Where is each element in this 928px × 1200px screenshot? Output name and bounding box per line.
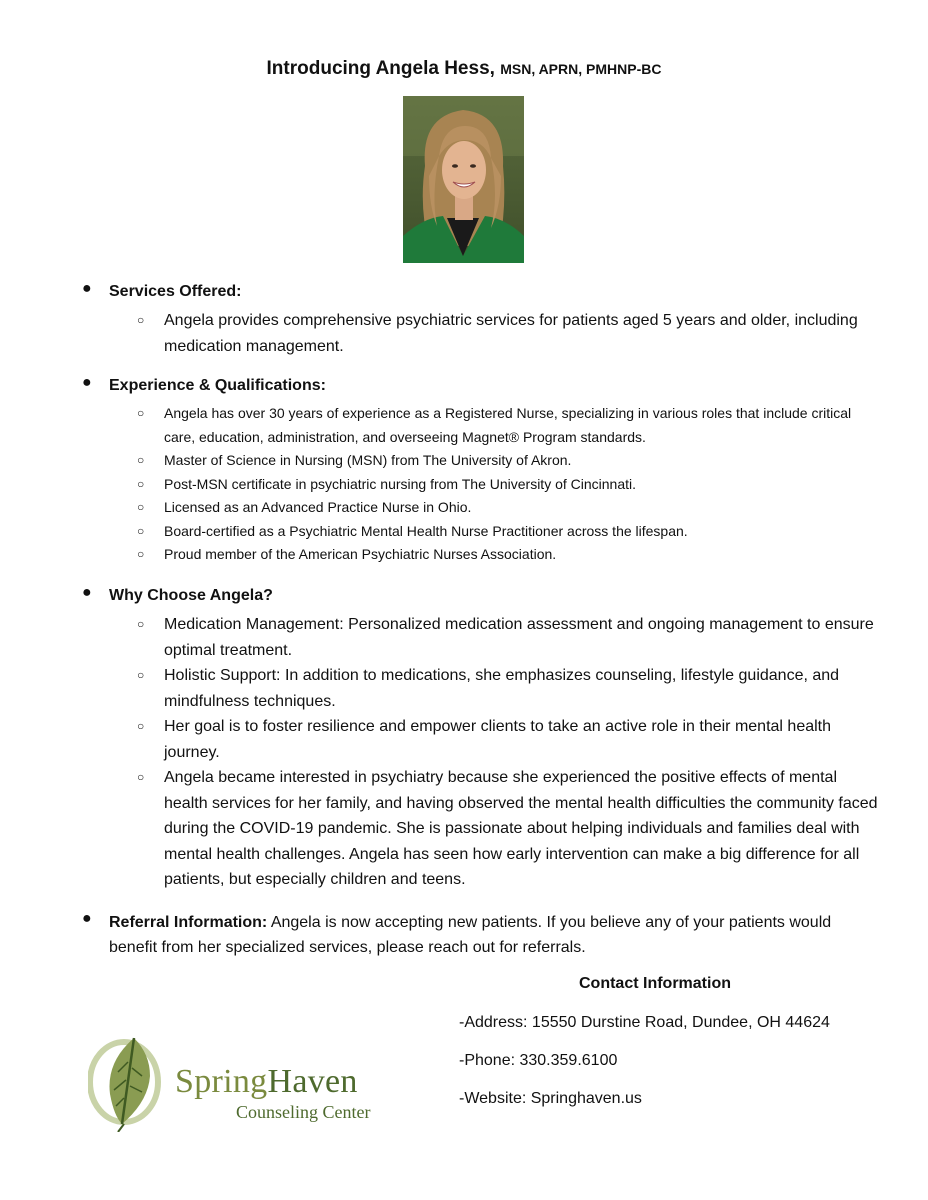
contact-website: -Website: Springhaven.us — [459, 1090, 642, 1107]
list-item — [82, 496, 882, 520]
referral-section — [82, 910, 882, 960]
contact-address: -Address: 15550 Durstine Road, Dundee, OH 44624 — [459, 1014, 830, 1031]
bullet-icon: ● — [82, 374, 92, 391]
list-item — [82, 449, 882, 473]
experience-section — [82, 374, 882, 567]
list-item — [82, 663, 882, 714]
list-item-text: Licensed as an Advanced Practice Nurse in Ohio. — [164, 499, 472, 515]
list-item-text: Holistic Support: In addition to medications, she emphasizes counseling, lifestyle guidance, and mindfulness techniques. — [164, 667, 840, 710]
list-item-text: Medication Management: Personalized medication assessment and ongoing management to ensure optimal treatment. — [164, 616, 874, 659]
portrait-photo — [403, 96, 524, 263]
bullet-icon: ● — [82, 280, 92, 297]
bullet-icon: ● — [82, 910, 92, 927]
services-heading: Services Offered: — [109, 283, 242, 300]
list-item-text: Board-certified as a Psychiatric Mental Health Nurse Practitioner across the lifespan. — [164, 522, 688, 539]
list-item — [82, 714, 882, 765]
referral-label: Referral Information: — [109, 914, 268, 931]
circle-bullet-icon: ○ — [137, 770, 145, 784]
list-item — [82, 402, 882, 449]
list-item-text: Her goal is to foster resilience and empower clients to take an active role in their mental health journey. — [164, 718, 832, 761]
list-item — [82, 543, 882, 567]
list-item-text: Angela became interested in psychiatry because she experienced the positive effects of mental health services for her family, and having observed the mental health difficulties the community faced during the COVID-19 pandemic. She is passionate about helping individuals and families deal with mental health challenges. Angela has seen how early intervention can make a big difference for all patients, but especially children and teens. — [164, 769, 878, 888]
logo-name — [175, 1063, 358, 1101]
circle-bullet-icon: ○ — [137, 406, 145, 420]
circle-bullet-icon: ○ — [137, 476, 145, 491]
list-item — [82, 520, 882, 544]
logo-subtitle: Counseling Center — [236, 1102, 371, 1122]
list-item — [82, 612, 882, 663]
circle-bullet-icon: ○ — [137, 453, 145, 467]
logo-name-part2: Haven — [267, 1063, 358, 1100]
bullet-icon: ● — [82, 584, 92, 601]
contact-phone: -Phone: 330.359.6100 — [459, 1052, 618, 1069]
leaf-face-icon — [88, 1032, 178, 1132]
circle-bullet-icon: ○ — [137, 523, 145, 538]
why-list — [82, 612, 882, 893]
title-credentials: MSN, APRN, PMHNP-BC — [500, 61, 662, 77]
portrait-icon — [403, 96, 524, 263]
list-item — [82, 473, 882, 497]
circle-bullet-icon: ○ — [137, 500, 145, 514]
why-heading: Why Choose Angela? — [109, 587, 273, 604]
list-item-text: Master of Science in Nursing (MSN) from The University of Akron. — [164, 452, 572, 468]
contact-title: Contact Information — [579, 975, 731, 992]
services-list — [82, 308, 882, 359]
services-section — [82, 280, 882, 359]
list-item — [82, 308, 882, 359]
circle-bullet-icon: ○ — [137, 617, 145, 631]
referral-paragraph — [109, 910, 882, 960]
circle-bullet-icon: ○ — [137, 719, 145, 733]
experience-list — [82, 402, 882, 567]
experience-heading: Experience & Qualifications: — [109, 377, 326, 394]
list-item — [82, 765, 882, 893]
list-item-text: Proud member of the American Psychiatric Nurses Association. — [164, 546, 557, 562]
list-item-text: Angela provides comprehensive psychiatric services for patients aged 5 years and older, including medication management. — [164, 312, 858, 355]
list-item-text: Post-MSN certificate in psychiatric nursing from The University of Cincinnati. — [164, 475, 637, 492]
circle-bullet-icon: ○ — [137, 313, 145, 327]
why-section — [82, 584, 882, 893]
list-item-text: Angela has over 30 years of experience as a Registered Nurse, specializing in various roles that include critical care, education, administration, and overseeing Magnet® Program standards. — [164, 405, 852, 445]
circle-bullet-icon: ○ — [137, 668, 145, 682]
referral-text: Angela is now accepting new patients. If you believe any of your patients would benefit from her specialized services, please reach out for referrals. — [109, 914, 832, 956]
page-title — [0, 58, 928, 80]
title-text: Introducing Angela Hess, — [266, 58, 495, 79]
circle-bullet-icon: ○ — [137, 547, 145, 561]
logo-name-part1: Spring — [175, 1063, 268, 1100]
